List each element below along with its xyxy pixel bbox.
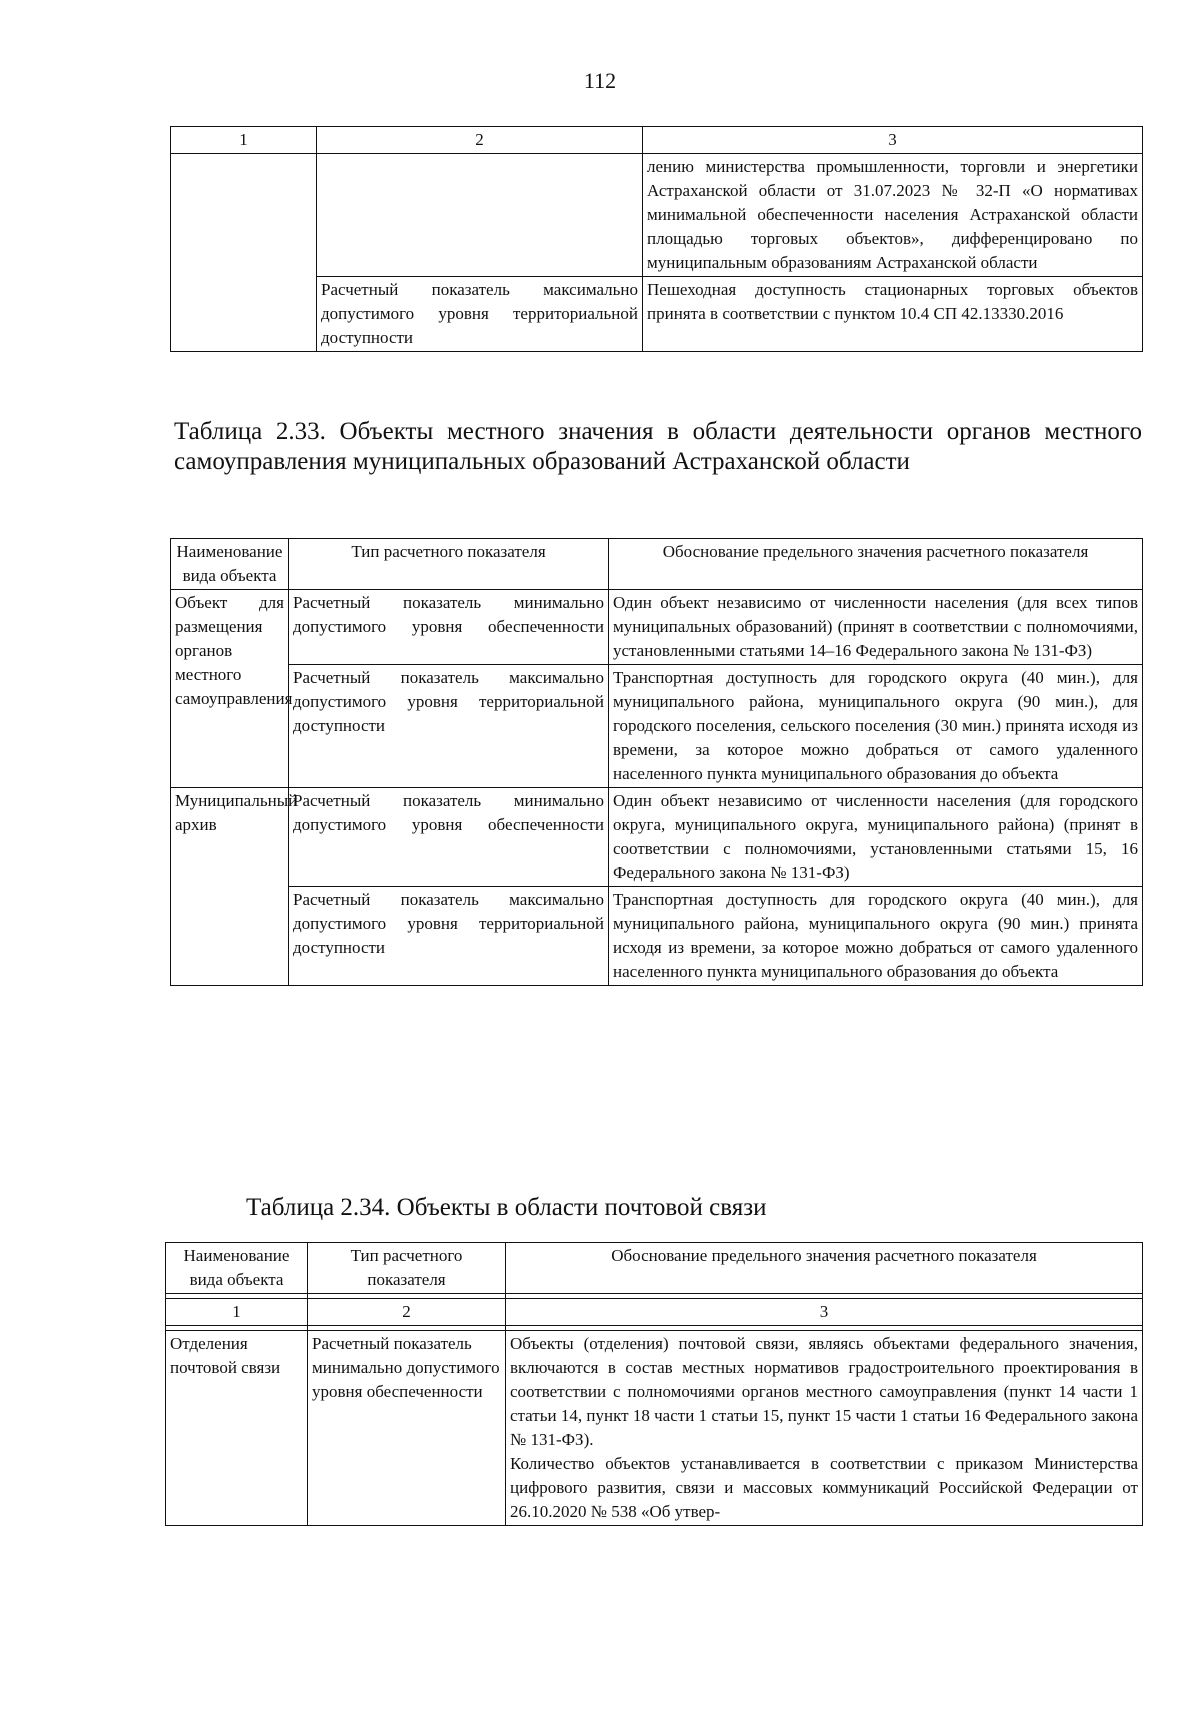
column-number-row: [166, 1299, 1143, 1326]
table-row: [171, 277, 1143, 352]
table-cell: Расчетный показатель максимально допустимого уровня территориальной доступности: [317, 277, 643, 352]
header-cell: Обоснование предельного значения расчетного показателя: [609, 539, 1143, 590]
table-2-34-caption: Таблица 2.34. Объекты в области почтовой связи: [246, 1194, 767, 1221]
table-cell: Транспортная доступность для городского округа (40 мин.), для муниципального района, муниципального округа (90 мин.), для городского поселения, сельского поселения (30 мин.) принята исходя из времени, за которое можно добраться от самого удаленного населенного пункта муниципального образования до объекта: [609, 665, 1143, 788]
column-number: 2: [317, 127, 643, 154]
table-2-34: [165, 1242, 1143, 1526]
table-row: [171, 788, 1143, 887]
object-name-cell: Отделения почтовой связи: [166, 1331, 308, 1526]
table-row: [171, 154, 1143, 277]
table-cell: Расчетный показатель минимально допустимого уровня обеспеченности: [289, 788, 609, 887]
header-cell: Тип расчетного показателя: [289, 539, 609, 590]
table-cell: Расчетный показатель максимально допустимого уровня территориальной доступности: [289, 887, 609, 986]
paragraph: Количество объектов устанавливается в соответствии с приказом Министерства цифрового развития, связи и массовых коммуникаций Российской Федерации от 26.10.2020 № 538 «Об утвер-: [510, 1454, 1138, 1521]
table-cell: Пешеходная доступность стационарных торговых объектов принята в соответствии с пунктом 10.4 СП 42.13330.2016: [643, 277, 1143, 352]
table-cell: Один объект независимо от численности населения (для городского округа, муниципального округа, муниципального района) (принят в соответствии с полномочиями, установленными статьями 15, 16 Федерального закона № 131-ФЗ): [609, 788, 1143, 887]
object-name-cell: Объект для размещения органов местного самоуправления: [171, 590, 289, 788]
table-row: [171, 665, 1143, 788]
column-number: 3: [643, 127, 1143, 154]
table-cell: Транспортная доступность для городского округа (40 мин.), для муниципального района, муниципального округа (90 мин.) принята исходя из времени, за которое можно добраться от самого удаленного населенного пункта муниципального образования до объекта: [609, 887, 1143, 986]
table-2-33-caption: Таблица 2.33. Объекты местного значения в области деятельности органов местного самоуправления муниципальных образований Астраханской области: [174, 418, 1142, 475]
table-header-row: [166, 1243, 1143, 1294]
empty-cell: [317, 154, 643, 277]
table-cell: Расчетный показатель минимально допустимого уровня обеспеченности: [289, 590, 609, 665]
table-row: [166, 1331, 1143, 1526]
column-number: 1: [166, 1299, 308, 1326]
table-row: [171, 887, 1143, 986]
table-cell: Расчетный показатель минимально допустимого уровня обеспеченности: [308, 1331, 506, 1526]
header-cell: Тип расчетного показателя: [308, 1243, 506, 1294]
table-cell: Один объект независимо от численности населения (для всех типов муниципальных образований) (принят в соответствии с полномочиями, установленными статьями 14–16 Федерального закона № 131-ФЗ): [609, 590, 1143, 665]
column-number: 3: [506, 1299, 1143, 1326]
header-cell: Обоснование предельного значения расчетного показателя: [506, 1243, 1143, 1294]
column-number: 1: [171, 127, 317, 154]
table-cell: Расчетный показатель максимально допустимого уровня территориальной доступности: [289, 665, 609, 788]
header-cell: Наименование вида объекта: [166, 1243, 308, 1294]
header-cell: Наименование вида объекта: [171, 539, 289, 590]
page-number: 112: [583, 68, 617, 93]
paragraph: Объекты (отделения) почтовой связи, являясь объектами федерального значения, включаются в состав местных нормативов градостроительного проектирования в соответствии с полномочиями органов местного самоуправления (пункт 14 части 1 статьи 14, пункт 18 части 1 статьи 15, пункт 15 части 1 статьи 16 Федерального закона № 131-ФЗ).: [510, 1334, 1138, 1449]
table-2-33: [170, 538, 1143, 986]
table-cell: лению министерства промышленности, торговли и энергетики Астраханской области от 31.07.2023 № 32-П «О нормативах минимальной обеспеченности населения Астраханской области площадью торговых объектов», дифференцировано по муниципальным образованиям Астраханской области: [643, 154, 1143, 277]
column-number-row: [171, 127, 1143, 154]
object-name-cell: Муниципальный архив: [171, 788, 289, 986]
empty-cell: [171, 154, 317, 352]
table-cell: [506, 1331, 1143, 1526]
table-continuation: [170, 126, 1143, 352]
table-row: [171, 590, 1143, 665]
column-number: 2: [308, 1299, 506, 1326]
table-header-row: [171, 539, 1143, 590]
